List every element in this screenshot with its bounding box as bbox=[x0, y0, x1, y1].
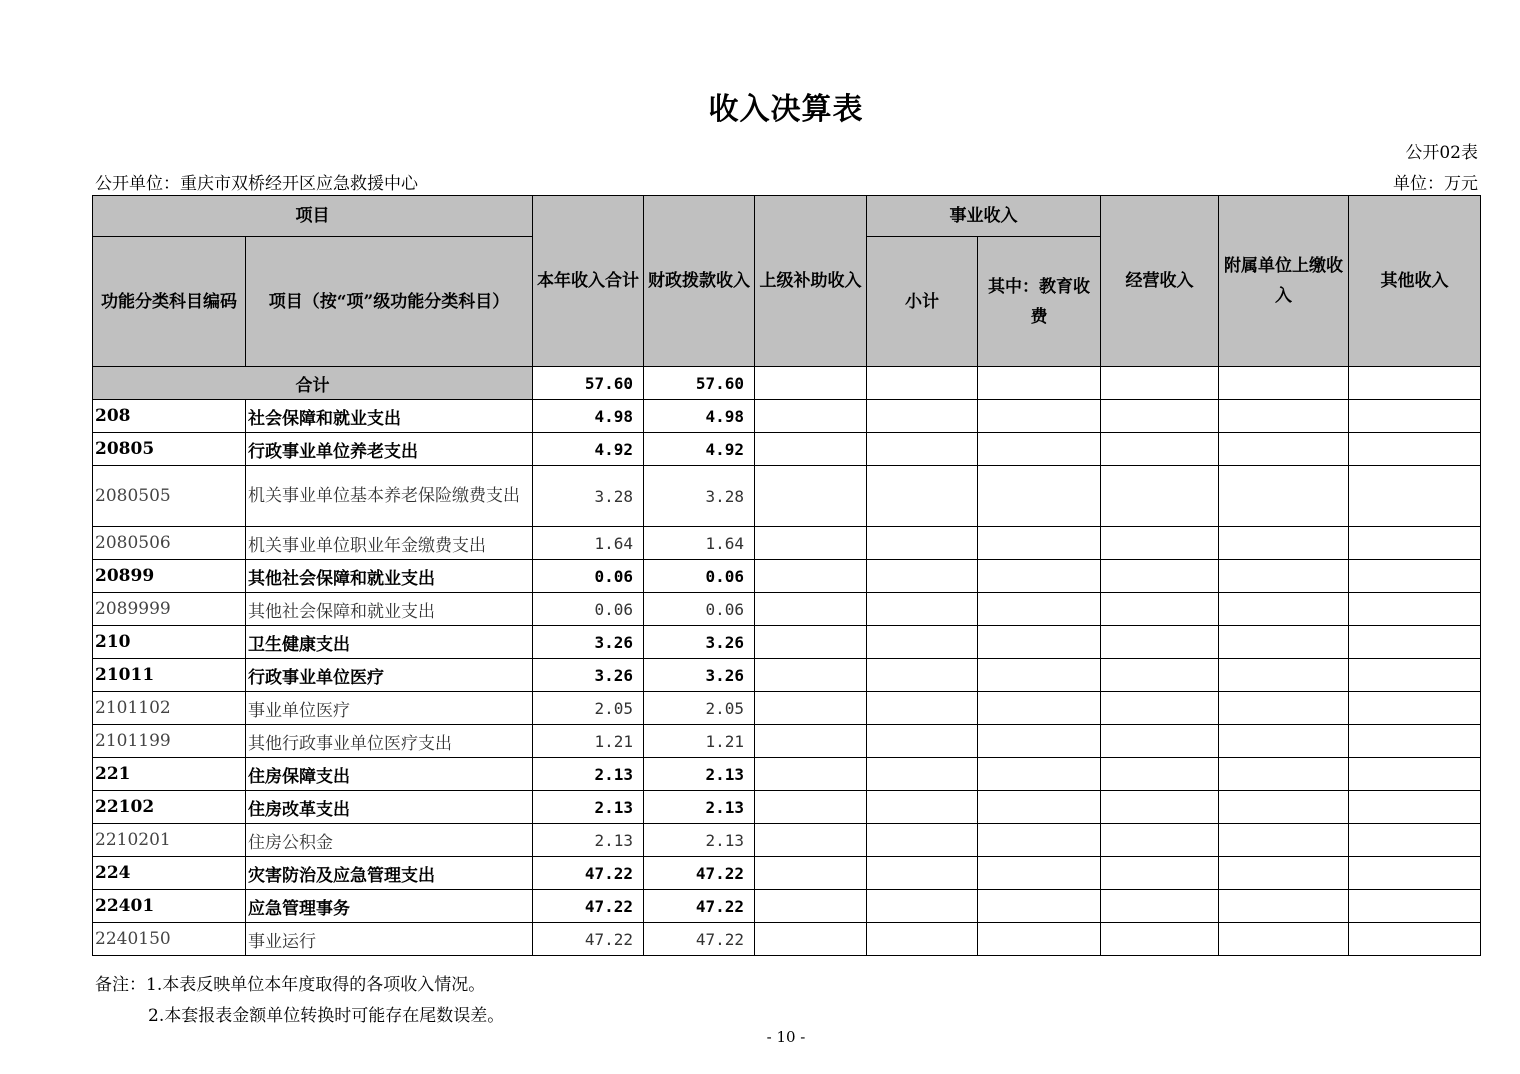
row-total: 2.13 bbox=[533, 824, 644, 857]
empty-cell bbox=[867, 593, 978, 626]
empty-cell bbox=[1219, 824, 1349, 857]
empty-cell bbox=[1349, 527, 1481, 560]
header-education: 其中：教育收费 bbox=[978, 237, 1101, 367]
row-fiscal: 2.13 bbox=[644, 791, 755, 824]
empty-cell bbox=[1219, 527, 1349, 560]
total-label: 合计 bbox=[93, 367, 533, 400]
empty-cell bbox=[867, 367, 978, 400]
row-total: 4.98 bbox=[533, 400, 644, 433]
row-name: 行政事业单位养老支出 bbox=[246, 433, 533, 466]
header-other: 其他收入 bbox=[1349, 196, 1481, 367]
row-fiscal: 3.28 bbox=[644, 466, 755, 527]
header-affiliated: 附属单位上缴收入 bbox=[1219, 196, 1349, 367]
empty-cell bbox=[755, 824, 867, 857]
empty-cell bbox=[1349, 367, 1481, 400]
row-code: 22102 bbox=[93, 791, 246, 824]
row-total: 1.21 bbox=[533, 725, 644, 758]
empty-cell bbox=[755, 659, 867, 692]
empty-cell bbox=[755, 367, 867, 400]
row-code: 2080505 bbox=[93, 466, 246, 527]
empty-cell bbox=[867, 923, 978, 956]
empty-cell bbox=[1219, 593, 1349, 626]
empty-cell bbox=[1101, 527, 1219, 560]
empty-cell bbox=[1219, 626, 1349, 659]
row-code: 210 bbox=[93, 626, 246, 659]
empty-cell bbox=[1101, 923, 1219, 956]
empty-cell bbox=[1349, 433, 1481, 466]
row-code: 2101199 bbox=[93, 725, 246, 758]
empty-cell bbox=[1219, 659, 1349, 692]
empty-cell bbox=[1101, 857, 1219, 890]
empty-cell bbox=[978, 791, 1101, 824]
empty-cell bbox=[1349, 890, 1481, 923]
row-fiscal: 0.06 bbox=[644, 593, 755, 626]
empty-cell bbox=[1349, 923, 1481, 956]
empty-cell bbox=[978, 433, 1101, 466]
table-row bbox=[93, 400, 1481, 433]
form-number: 公开02表 bbox=[1405, 143, 1478, 163]
table-row bbox=[93, 857, 1481, 890]
header-total: 本年收入合计 bbox=[533, 196, 644, 367]
row-fiscal: 4.98 bbox=[644, 400, 755, 433]
row-total: 0.06 bbox=[533, 560, 644, 593]
empty-cell bbox=[1219, 857, 1349, 890]
row-fiscal: 2.13 bbox=[644, 758, 755, 791]
empty-cell bbox=[867, 527, 978, 560]
empty-cell bbox=[755, 400, 867, 433]
row-name: 事业运行 bbox=[246, 923, 533, 956]
row-name: 灾害防治及应急管理支出 bbox=[246, 857, 533, 890]
row-total: 2.13 bbox=[533, 758, 644, 791]
income-table bbox=[92, 195, 1481, 956]
row-code: 221 bbox=[93, 758, 246, 791]
header-fiscal: 财政拨款收入 bbox=[644, 196, 755, 367]
notes bbox=[95, 970, 504, 1032]
empty-cell bbox=[755, 758, 867, 791]
row-name: 卫生健康支出 bbox=[246, 626, 533, 659]
row-name: 住房保障支出 bbox=[246, 758, 533, 791]
row-code: 21011 bbox=[93, 659, 246, 692]
empty-cell bbox=[1101, 593, 1219, 626]
empty-cell bbox=[1219, 466, 1349, 527]
empty-cell bbox=[1101, 626, 1219, 659]
empty-cell bbox=[1101, 466, 1219, 527]
table-row bbox=[93, 433, 1481, 466]
empty-cell bbox=[978, 857, 1101, 890]
empty-cell bbox=[1101, 791, 1219, 824]
row-total: 1.64 bbox=[533, 527, 644, 560]
empty-cell bbox=[1219, 433, 1349, 466]
table-row bbox=[93, 659, 1481, 692]
empty-cell bbox=[978, 466, 1101, 527]
empty-cell bbox=[867, 466, 978, 527]
table-row bbox=[93, 593, 1481, 626]
empty-cell bbox=[1101, 824, 1219, 857]
header-superior: 上级补助收入 bbox=[755, 196, 867, 367]
row-fiscal: 2.05 bbox=[644, 692, 755, 725]
empty-cell bbox=[867, 824, 978, 857]
empty-cell bbox=[867, 560, 978, 593]
empty-cell bbox=[978, 527, 1101, 560]
row-name: 事业单位医疗 bbox=[246, 692, 533, 725]
empty-cell bbox=[1349, 824, 1481, 857]
row-code: 20805 bbox=[93, 433, 246, 466]
empty-cell bbox=[1101, 400, 1219, 433]
empty-cell bbox=[1219, 692, 1349, 725]
empty-cell bbox=[978, 692, 1101, 725]
empty-cell bbox=[1219, 560, 1349, 593]
header-business-income: 事业收入 bbox=[867, 196, 1101, 237]
empty-cell bbox=[1101, 758, 1219, 791]
currency-unit: 单位：万元 bbox=[1393, 174, 1478, 194]
empty-cell bbox=[1349, 626, 1481, 659]
empty-cell bbox=[755, 791, 867, 824]
empty-cell bbox=[1219, 400, 1349, 433]
empty-cell bbox=[978, 367, 1101, 400]
row-total: 3.28 bbox=[533, 466, 644, 527]
note-2: 2.本套报表金额单位转换时可能存在尾数误差。 bbox=[148, 1006, 505, 1026]
row-code: 22401 bbox=[93, 890, 246, 923]
row-name: 机关事业单位基本养老保险缴费支出 bbox=[246, 466, 533, 527]
row-total: 2.05 bbox=[533, 692, 644, 725]
table-row bbox=[93, 758, 1481, 791]
empty-cell bbox=[978, 626, 1101, 659]
empty-cell bbox=[867, 725, 978, 758]
table-row bbox=[93, 923, 1481, 956]
row-code: 2089999 bbox=[93, 593, 246, 626]
empty-cell bbox=[1349, 692, 1481, 725]
empty-cell bbox=[755, 692, 867, 725]
empty-cell bbox=[1349, 659, 1481, 692]
empty-cell bbox=[755, 923, 867, 956]
empty-cell bbox=[867, 400, 978, 433]
header-project: 项目 bbox=[93, 196, 533, 237]
row-code: 2240150 bbox=[93, 923, 246, 956]
row-total: 4.92 bbox=[533, 433, 644, 466]
total-row bbox=[93, 367, 1481, 400]
header-code: 功能分类科目编码 bbox=[93, 237, 246, 367]
row-fiscal: 47.22 bbox=[644, 923, 755, 956]
empty-cell bbox=[978, 659, 1101, 692]
empty-cell bbox=[755, 857, 867, 890]
empty-cell bbox=[755, 466, 867, 527]
empty-cell bbox=[978, 890, 1101, 923]
empty-cell bbox=[978, 923, 1101, 956]
row-name: 社会保障和就业支出 bbox=[246, 400, 533, 433]
table-row bbox=[93, 466, 1481, 527]
page-number: - 10 - bbox=[766, 1028, 806, 1046]
row-code: 224 bbox=[93, 857, 246, 890]
row-total: 47.22 bbox=[533, 857, 644, 890]
empty-cell bbox=[1349, 593, 1481, 626]
table-row bbox=[93, 890, 1481, 923]
empty-cell bbox=[1349, 791, 1481, 824]
empty-cell bbox=[755, 593, 867, 626]
empty-cell bbox=[1219, 791, 1349, 824]
row-code: 2101102 bbox=[93, 692, 246, 725]
empty-cell bbox=[867, 659, 978, 692]
table-row bbox=[93, 560, 1481, 593]
empty-cell bbox=[755, 725, 867, 758]
row-total: 3.26 bbox=[533, 626, 644, 659]
total-fiscal: 57.60 bbox=[644, 367, 755, 400]
page-title: 收入决算表 bbox=[708, 92, 864, 127]
row-fiscal: 47.22 bbox=[644, 890, 755, 923]
empty-cell bbox=[755, 560, 867, 593]
header-operating: 经营收入 bbox=[1101, 196, 1219, 367]
header-name: 项目（按“项”级功能分类科目） bbox=[246, 237, 533, 367]
header-subtotal: 小计 bbox=[867, 237, 978, 367]
row-fiscal: 3.26 bbox=[644, 659, 755, 692]
empty-cell bbox=[1219, 890, 1349, 923]
empty-cell bbox=[1219, 923, 1349, 956]
row-total: 47.22 bbox=[533, 923, 644, 956]
empty-cell bbox=[867, 433, 978, 466]
row-code: 208 bbox=[93, 400, 246, 433]
empty-cell bbox=[1101, 890, 1219, 923]
empty-cell bbox=[1101, 725, 1219, 758]
row-total: 47.22 bbox=[533, 890, 644, 923]
total-amount: 57.60 bbox=[533, 367, 644, 400]
row-fiscal: 4.92 bbox=[644, 433, 755, 466]
row-fiscal: 47.22 bbox=[644, 857, 755, 890]
empty-cell bbox=[1219, 367, 1349, 400]
empty-cell bbox=[978, 593, 1101, 626]
empty-cell bbox=[867, 890, 978, 923]
row-name: 应急管理事务 bbox=[246, 890, 533, 923]
empty-cell bbox=[1219, 725, 1349, 758]
empty-cell bbox=[978, 560, 1101, 593]
reporting-unit: 公开单位：重庆市双桥经开区应急救援中心 bbox=[95, 174, 418, 194]
empty-cell bbox=[1101, 659, 1219, 692]
empty-cell bbox=[1101, 433, 1219, 466]
row-total: 0.06 bbox=[533, 593, 644, 626]
empty-cell bbox=[1101, 560, 1219, 593]
empty-cell bbox=[755, 890, 867, 923]
row-fiscal: 2.13 bbox=[644, 824, 755, 857]
empty-cell bbox=[1349, 400, 1481, 433]
empty-cell bbox=[1349, 560, 1481, 593]
empty-cell bbox=[755, 433, 867, 466]
empty-cell bbox=[867, 857, 978, 890]
row-code: 2210201 bbox=[93, 824, 246, 857]
row-total: 3.26 bbox=[533, 659, 644, 692]
empty-cell bbox=[978, 758, 1101, 791]
row-fiscal: 0.06 bbox=[644, 560, 755, 593]
row-fiscal: 1.64 bbox=[644, 527, 755, 560]
row-name: 住房改革支出 bbox=[246, 791, 533, 824]
empty-cell bbox=[1349, 857, 1481, 890]
empty-cell bbox=[978, 400, 1101, 433]
empty-cell bbox=[867, 791, 978, 824]
row-fiscal: 3.26 bbox=[644, 626, 755, 659]
empty-cell bbox=[1101, 367, 1219, 400]
table-row bbox=[93, 725, 1481, 758]
row-name: 其他社会保障和就业支出 bbox=[246, 593, 533, 626]
row-name: 其他行政事业单位医疗支出 bbox=[246, 725, 533, 758]
row-code: 20899 bbox=[93, 560, 246, 593]
row-name: 住房公积金 bbox=[246, 824, 533, 857]
empty-cell bbox=[1349, 758, 1481, 791]
empty-cell bbox=[867, 692, 978, 725]
empty-cell bbox=[867, 626, 978, 659]
row-name: 机关事业单位职业年金缴费支出 bbox=[246, 527, 533, 560]
note-1: 备注：1.本表反映单位本年度取得的各项收入情况。 bbox=[95, 975, 486, 995]
empty-cell bbox=[978, 824, 1101, 857]
empty-cell bbox=[755, 527, 867, 560]
table-row bbox=[93, 824, 1481, 857]
empty-cell bbox=[1101, 692, 1219, 725]
row-name: 行政事业单位医疗 bbox=[246, 659, 533, 692]
empty-cell bbox=[1349, 725, 1481, 758]
table-row bbox=[93, 527, 1481, 560]
empty-cell bbox=[1219, 758, 1349, 791]
row-name: 其他社会保障和就业支出 bbox=[246, 560, 533, 593]
empty-cell bbox=[755, 626, 867, 659]
row-fiscal: 1.21 bbox=[644, 725, 755, 758]
row-total: 2.13 bbox=[533, 791, 644, 824]
table-row bbox=[93, 692, 1481, 725]
row-code: 2080506 bbox=[93, 527, 246, 560]
empty-cell bbox=[978, 725, 1101, 758]
empty-cell bbox=[867, 758, 978, 791]
table-row bbox=[93, 791, 1481, 824]
table-row bbox=[93, 626, 1481, 659]
empty-cell bbox=[1349, 466, 1481, 527]
